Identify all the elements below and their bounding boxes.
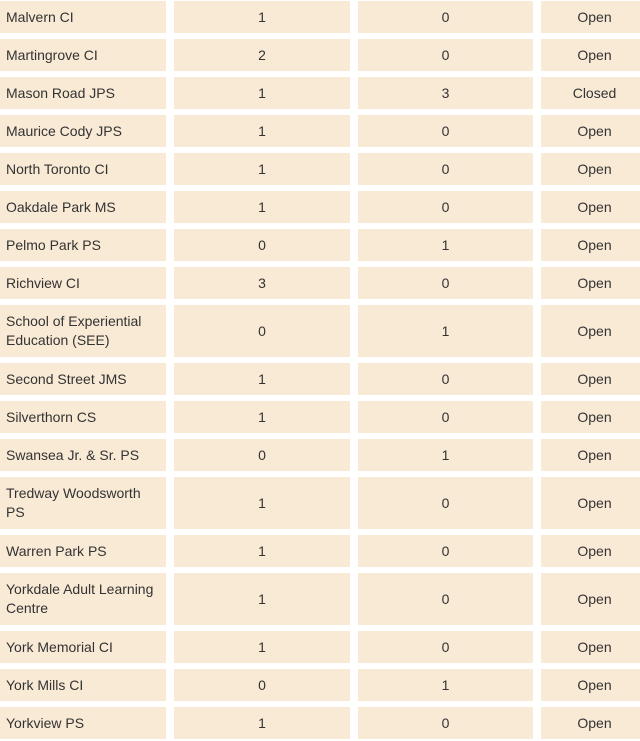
status-cell: Open [541, 573, 640, 625]
table-row [0, 631, 640, 663]
status-cell: Open [541, 631, 640, 663]
count-b-cell: 1 [358, 229, 533, 261]
count-b-cell: 0 [358, 153, 533, 185]
status-cell: Closed [541, 77, 640, 109]
status-cell: Open [541, 1, 640, 33]
table-row [0, 115, 640, 147]
count-b-cell: 0 [358, 39, 533, 71]
count-a-cell: 1 [174, 631, 350, 663]
school-name-cell: Maurice Cody JPS [0, 115, 166, 147]
count-a-cell: 1 [174, 363, 350, 395]
count-a-cell: 1 [174, 191, 350, 223]
status-cell: Open [541, 267, 640, 299]
count-b-cell: 0 [358, 1, 533, 33]
table-row [0, 535, 640, 567]
status-cell: Open [541, 707, 640, 739]
count-b-cell: 1 [358, 439, 533, 471]
table-row [0, 707, 640, 739]
count-a-cell: 2 [174, 39, 350, 71]
school-name-cell: Swansea Jr. & Sr. PS [0, 439, 166, 471]
count-b-cell: 0 [358, 573, 533, 625]
status-cell: Open [541, 477, 640, 529]
status-cell: Open [541, 191, 640, 223]
count-b-cell: 0 [358, 631, 533, 663]
count-a-cell: 0 [174, 439, 350, 471]
count-b-cell: 0 [358, 267, 533, 299]
status-cell: Open [541, 669, 640, 701]
status-cell: Open [541, 401, 640, 433]
school-name-cell: Silverthorn CS [0, 401, 166, 433]
table-row [0, 39, 640, 71]
table-row [0, 401, 640, 433]
school-name-cell: Second Street JMS [0, 363, 166, 395]
count-b-cell: 0 [358, 115, 533, 147]
count-a-cell: 1 [174, 535, 350, 567]
school-name-cell: Yorkview PS [0, 707, 166, 739]
status-cell: Open [541, 305, 640, 357]
status-cell: Open [541, 535, 640, 567]
count-a-cell: 3 [174, 267, 350, 299]
status-cell: Open [541, 153, 640, 185]
count-b-cell: 1 [358, 305, 533, 357]
school-name-cell: Warren Park PS [0, 535, 166, 567]
table-row [0, 153, 640, 185]
table-row [0, 77, 640, 109]
table-row [0, 439, 640, 471]
school-name-cell: Pelmo Park PS [0, 229, 166, 261]
school-name-cell: Richview CI [0, 267, 166, 299]
table-row [0, 267, 640, 299]
count-a-cell: 1 [174, 401, 350, 433]
school-name-cell: Oakdale Park MS [0, 191, 166, 223]
count-b-cell: 0 [358, 477, 533, 529]
table-row [0, 305, 640, 357]
count-a-cell: 1 [174, 707, 350, 739]
count-a-cell: 1 [174, 115, 350, 147]
count-a-cell: 0 [174, 669, 350, 701]
count-a-cell: 1 [174, 153, 350, 185]
count-a-cell: 1 [174, 573, 350, 625]
school-name-cell: North Toronto CI [0, 153, 166, 185]
count-a-cell: 0 [174, 229, 350, 261]
count-b-cell: 0 [358, 191, 533, 223]
count-a-cell: 1 [174, 77, 350, 109]
status-cell: Open [541, 115, 640, 147]
school-name-cell: Tredway Woodsworth PS [0, 477, 166, 529]
count-b-cell: 1 [358, 669, 533, 701]
count-a-cell: 1 [174, 477, 350, 529]
school-name-cell: York Mills CI [0, 669, 166, 701]
table-row [0, 573, 640, 625]
table-row [0, 191, 640, 223]
table-row [0, 1, 640, 33]
count-b-cell: 3 [358, 77, 533, 109]
count-a-cell: 1 [174, 1, 350, 33]
school-name-cell: Mason Road JPS [0, 77, 166, 109]
table-row [0, 363, 640, 395]
table-body [0, 1, 640, 739]
status-cell: Open [541, 363, 640, 395]
count-b-cell: 0 [358, 707, 533, 739]
status-cell: Open [541, 439, 640, 471]
school-name-cell: School of Experiential Education (SEE) [0, 305, 166, 357]
table-row [0, 477, 640, 529]
school-name-cell: York Memorial CI [0, 631, 166, 663]
status-cell: Open [541, 229, 640, 261]
count-b-cell: 0 [358, 535, 533, 567]
school-name-cell: Malvern CI [0, 1, 166, 33]
table-row [0, 669, 640, 701]
count-b-cell: 0 [358, 401, 533, 433]
school-name-cell: Martingrove CI [0, 39, 166, 71]
school-name-cell: Yorkdale Adult Learning Centre [0, 573, 166, 625]
count-b-cell: 0 [358, 363, 533, 395]
table-row [0, 229, 640, 261]
status-cell: Open [541, 39, 640, 71]
count-a-cell: 0 [174, 305, 350, 357]
